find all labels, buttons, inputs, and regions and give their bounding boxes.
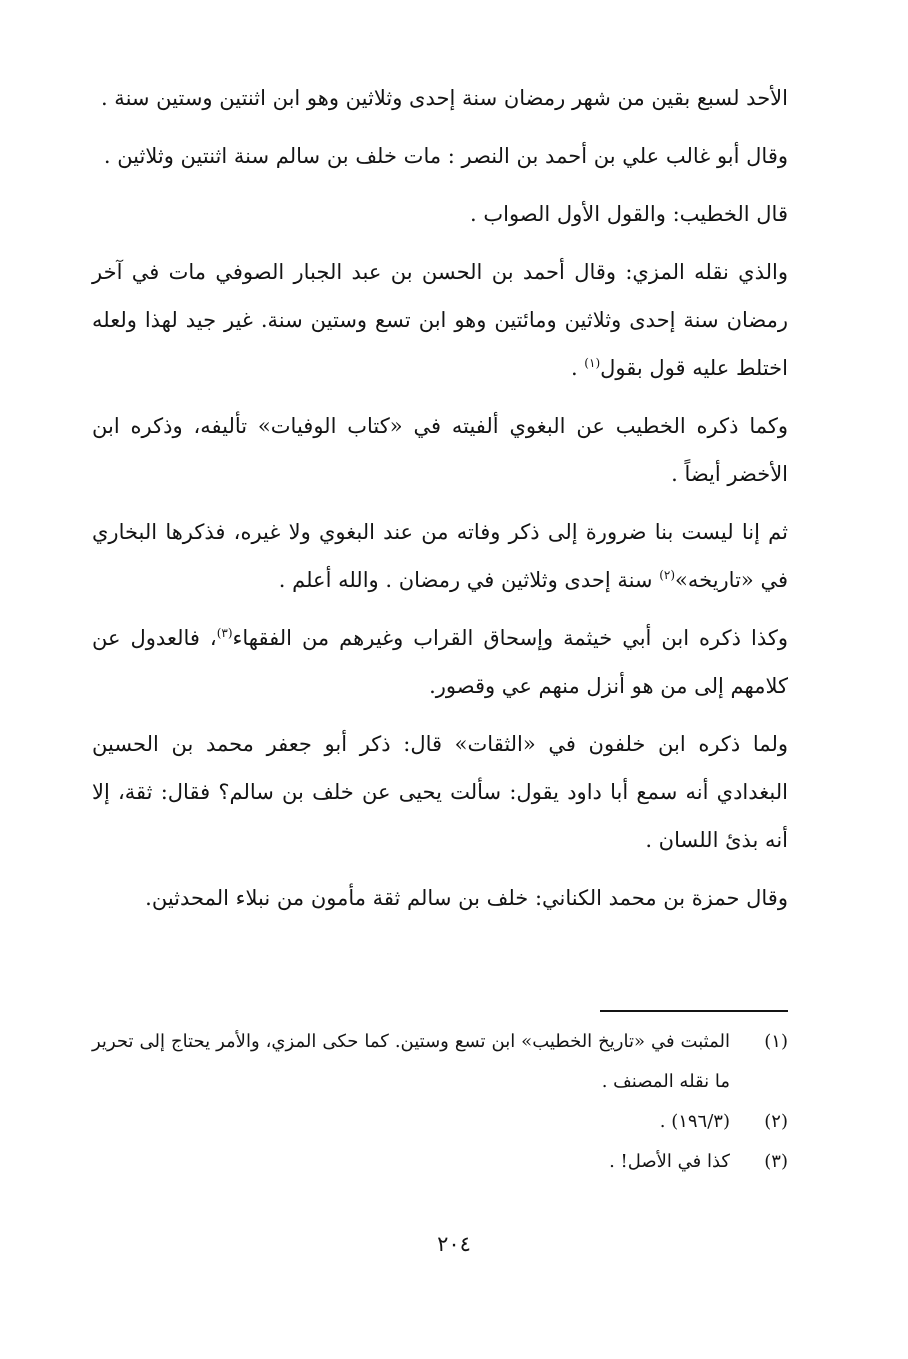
paragraph: وقال حمزة بن محمد الكناني: خلف بن سالم ثقة مأمون من نبلاء المحدثين. xyxy=(145,886,788,910)
paragraph: قال الخطيب: والقول الأول الصواب . xyxy=(469,202,788,226)
paragraph: الأحد لسبع بقين من شهر رمضان سنة إحدى وثلاثين وهو ابن اثنتين وستين سنة . xyxy=(100,86,788,110)
paragraph: والذي نقله المزي: وقال أحمد بن الحسن بن عبد الجبار الصوفي مات في آخر رمضان سنة إحدى وثلاثين ومائتين وهو ابن تسع وستين سنة. غير جيد لهذا ولعله اختلط عليه قول بقول$^{(١)}$ . xyxy=(92,260,788,380)
footnote-text: المثبت في «تاريخ الخطيب» ابن تسع وستين. كما حكى المزي، والأمر يحتاج إلى تحرير ما نقله المصنف . xyxy=(92,1031,730,1092)
paragraph: ثم إنا ليست بنا ضرورة إلى ذكر وفاته من عند البغوي ولا غيره، فذكرها البخاري في «تاريخه»$^{(٢)}$ سنة إحدى وثلاثين في رمضان . والله أعلم . xyxy=(92,520,788,592)
main-text xyxy=(92,74,788,932)
paragraph: ولما ذكره ابن خلفون في «الثقات» قال: ذكر أبو جعفر محمد بن الحسين البغدادي أنه سمع أبا داود يقول: سألت يحيى عن خلف بن سالم؟ فقال: ثقة، إلا أنه بذئ اللسان . xyxy=(92,732,788,852)
footnote-ref[interactable]: (٣) xyxy=(216,626,233,640)
footnote xyxy=(92,1142,788,1182)
footnote xyxy=(92,1102,788,1142)
paragraph: وكما ذكره الخطيب عن البغوي ألفيته في «كتاب الوفيات» تأليفه، وذكره ابن الأخضر أيضاً . xyxy=(92,414,788,486)
footnote-ref[interactable]: (١) xyxy=(584,356,601,370)
paragraph: وكذا ذكره ابن أبي خيثمة وإسحاق القراب وغيرهم من الفقهاء$^{(٣)}$، فالعدول عن كلامهم إلى من هو أنزل منهم عي وقصور. xyxy=(92,626,788,698)
footnote-divider xyxy=(600,1010,788,1012)
footnote-number: (١) xyxy=(764,1031,788,1052)
paragraph: وقال أبو غالب علي بن أحمد بن النصر : مات خلف بن سالم سنة اثنتين وثلاثين . xyxy=(103,144,788,168)
page-number: ٢٠٤ xyxy=(437,1232,471,1256)
footnote xyxy=(92,1022,788,1102)
footnote-text: كذا في الأصل! . xyxy=(609,1151,730,1172)
footnote-text: (١٩٦/٣) . xyxy=(659,1111,730,1132)
footnote-ref[interactable]: (٢) xyxy=(659,568,676,582)
footnote-number: (٣) xyxy=(764,1151,788,1172)
footnotes xyxy=(92,1022,788,1182)
footnote-number: (٢) xyxy=(764,1111,788,1132)
